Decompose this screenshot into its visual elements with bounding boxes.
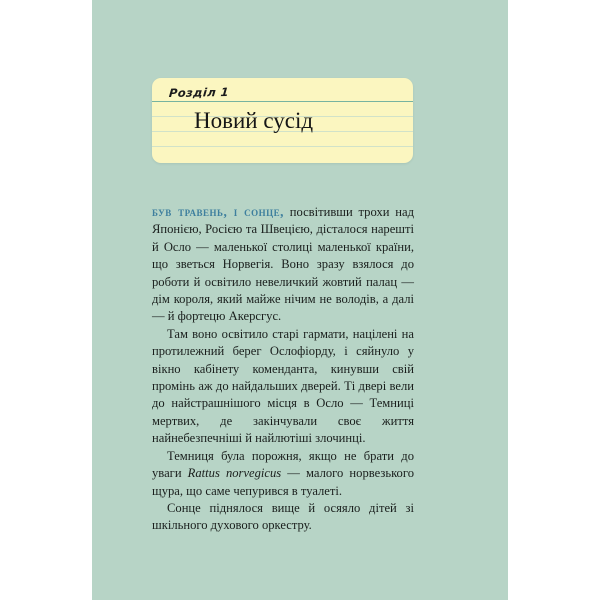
card-rule-3 <box>152 146 413 147</box>
body-paragraph-4 <box>152 500 414 535</box>
body-paragraph-1 <box>152 203 414 326</box>
chapter-body-text <box>152 203 414 535</box>
body-paragraph-3 <box>152 448 414 500</box>
book-page-sheet <box>92 0 508 600</box>
chapter-title: Новий сусід <box>194 108 314 133</box>
card-rule-strong <box>152 101 413 102</box>
body-paragraph-1-rest: посвітивши трохи над Японією, Росією та Швецією, дісталося нарешті й Осло — маленької столиці маленької країни, що зветься Норвегія. Воно зразу взялося до роботи й освітило невеличкий жовтий палац — дім короля, який майже нічим не володів, а далі — й фортецю Акерсгус. <box>152 205 414 324</box>
latin-species-name: Rattus norvegicus <box>187 466 282 481</box>
body-paragraph-2 <box>152 326 414 448</box>
body-paragraph-4-text: Сонце піднялося вище й осяяло дітей зі шкільного духового оркестру. <box>152 500 414 533</box>
chapter-number-label: Розділ 1 <box>168 84 230 100</box>
body-paragraph-2-text: Там воно освітило старі гармати, націлені на протилежний берег Ослофіорду, і сяйнуло у вікно кабінету коменданта, кинувши свій промінь аж до найдальших дверей. Ті двері вели до найстрашнішого місця в Осло — Темниці мертвих, де закінчували своє життя найнебезпечніші й найлютіші злочинці. <box>152 326 414 446</box>
chapter-header-card <box>152 78 413 163</box>
body-paragraph-3-after-latin: — малого норвезького щура, що саме чепурився в туалеті. <box>152 466 414 498</box>
body-opener-smallcaps: був травень, і сонце, <box>152 204 284 219</box>
body-paragraph-3-before-latin: Темниця була порожня, якщо не брати до уваги <box>152 448 414 481</box>
